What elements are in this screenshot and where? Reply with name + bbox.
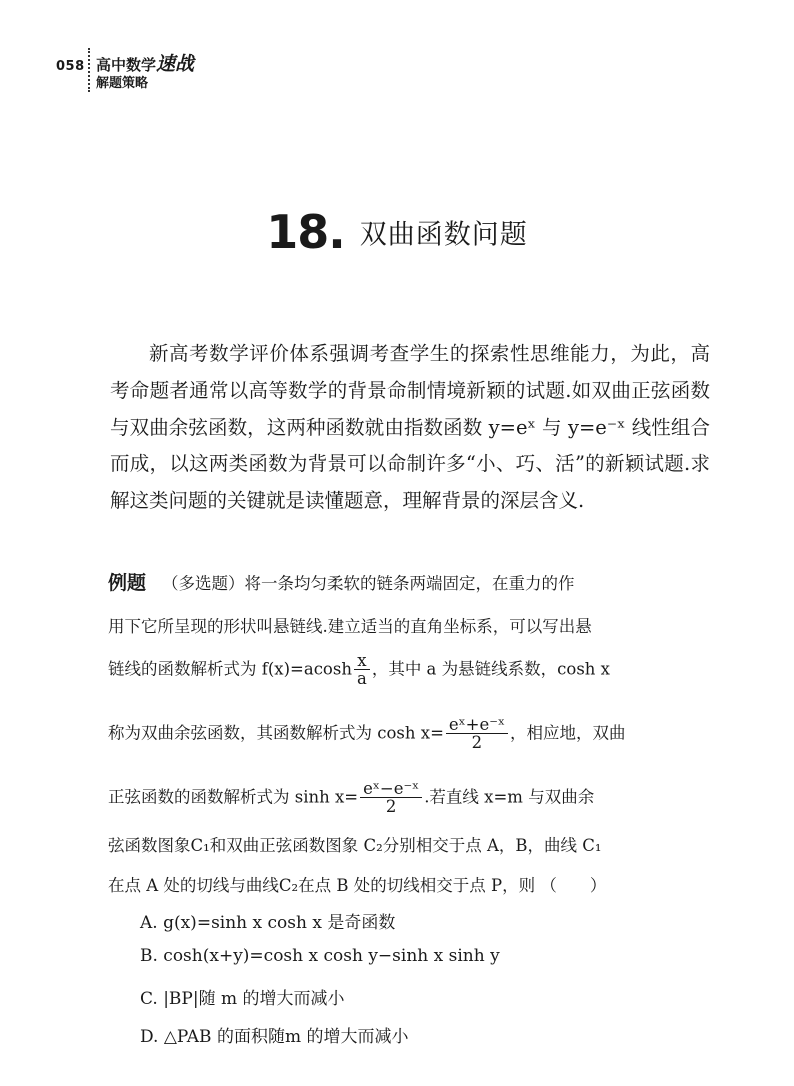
example-text-4a: 称为双曲余弦函数，其函数解析式为 cosh x= (108, 723, 444, 743)
option-c: C. |BP|随 m 的增大而减小 (140, 989, 345, 1009)
series-subtitle: 解题策略 (96, 76, 149, 91)
example-text-5a: 正弦函数的函数解析式为 sinh x= (108, 787, 359, 807)
series-title-brush: 速战 (156, 53, 195, 75)
fraction-numerator: eˣ−e⁻ˣ (360, 780, 422, 798)
series-title-prefix: 高中数学 (96, 56, 157, 74)
fraction-denominator: 2 (471, 733, 483, 753)
example-line-1 (108, 568, 704, 595)
example-label: 例题 (108, 572, 147, 594)
example-text-3b: ，其中 a 为悬链线系数，cosh x (371, 659, 610, 679)
example-text-1: （多选题）将一条均匀柔软的链条两端固定，在重力的作 (162, 574, 575, 593)
fraction-sinh-definition (360, 780, 422, 816)
option-b: B. cosh(x+y)=cosh x cosh y−sinh x sinh y (140, 946, 500, 966)
option-d: D. △PAB 的面积随m 的增大而减小 (140, 1027, 409, 1047)
example-line-7: 在点 A 处的切线与曲线C₂在点 B 处的切线相交于点 P，则 （ ） (108, 876, 607, 895)
example-line-4 (108, 716, 704, 752)
header-divider (88, 48, 90, 92)
intro-paragraph: 新高考数学评价体系强调考查学生的探索性思维能力，为此，高考命题者通常以高等数学的背景命制情境新颖的试题.如双曲正弦函数与双曲余弦函数，这两种函数就由指数函数 y=eˣ 与 y=e⁻ˣ 线性组合而成，以这两类函数为背景可以命制许多“小、巧、活”的新颖试题.求解这类问题的关键就是读懂题意，理解背景的深层含义. (110, 342, 710, 513)
fraction-numerator: x (354, 652, 370, 670)
example-line-5 (108, 780, 704, 816)
option-a: A. g(x)=sinh x cosh x 是奇函数 (140, 913, 396, 933)
example-text-4b: ，相应地，双曲 (509, 723, 626, 743)
fraction-x-over-a (354, 652, 370, 688)
fraction-cosh-definition (446, 716, 508, 752)
fraction-denominator: a (356, 669, 367, 689)
chapter-number: 18 (266, 205, 329, 259)
page-number: 058 (56, 59, 85, 74)
example-text-5b: .若直线 x=m 与双曲余 (424, 787, 595, 807)
example-line-6: 弦函数图象C₁和双曲正弦函数图象 C₂分别相交于点 A，B，曲线 C₁ (108, 836, 602, 855)
fraction-denominator: 2 (385, 797, 397, 817)
example-text-3a: 链线的函数解析式为 f(x)=acosh (108, 659, 352, 679)
chapter-title: 双曲函数问题 (359, 219, 528, 251)
fraction-numerator: eˣ+e⁻ˣ (446, 716, 508, 734)
example-line-2: 用下它所呈现的形状叫悬链线.建立适当的直角坐标系，可以写出悬 (108, 617, 592, 636)
example-line-3 (108, 652, 704, 688)
chapter-number-dot: . (328, 205, 346, 259)
intro-section (110, 336, 710, 520)
chapter-heading (0, 205, 794, 259)
